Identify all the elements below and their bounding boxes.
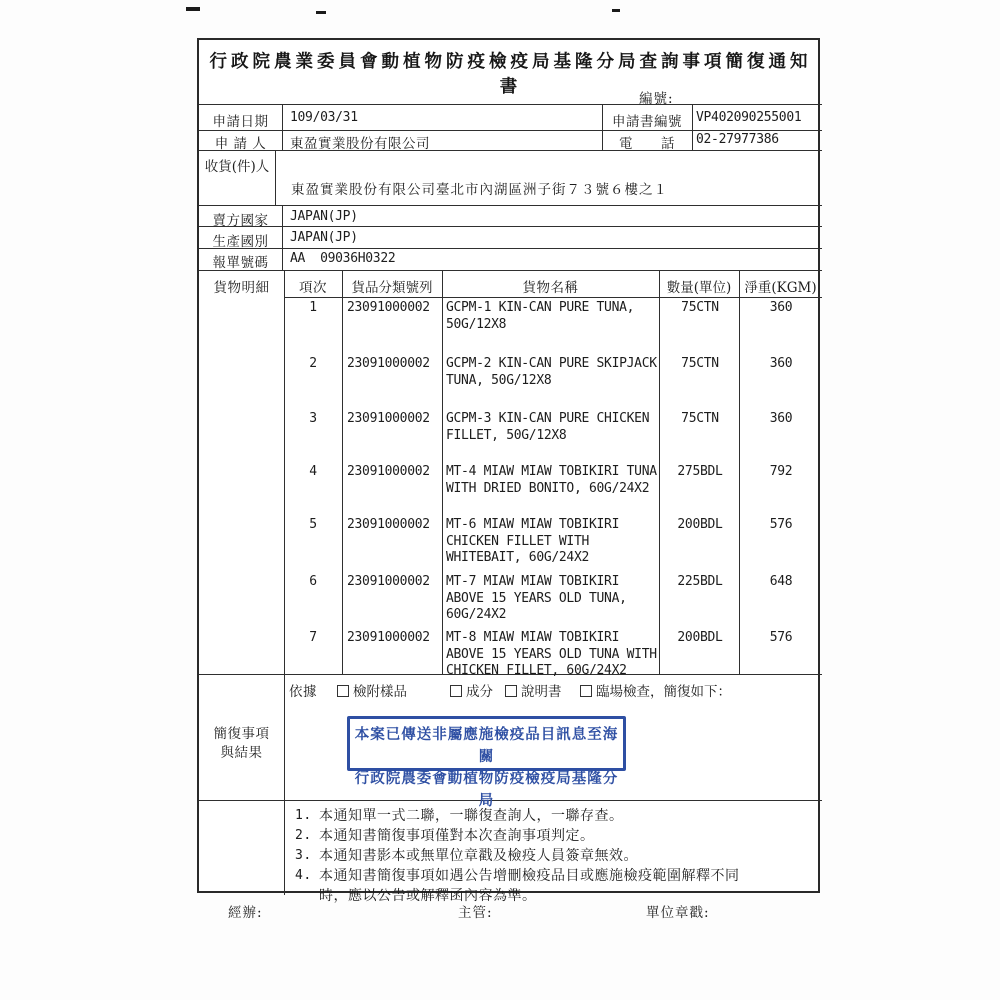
divider [199, 248, 822, 249]
note-text: 本通知書影本或無單位章戳及檢疫人員簽章無效。 [319, 848, 638, 864]
table-row [284, 517, 822, 574]
divider [199, 130, 822, 131]
supervisor-label: 主管: [458, 905, 493, 921]
item-no: 2 [309, 356, 317, 371]
divider [199, 104, 822, 105]
seller-country-value: JAPAN(JP) [290, 209, 358, 224]
stamp-text-line2: 行政院農委會動植物防疫檢疫局基隆分局 [354, 770, 619, 809]
item-weight: 576 [769, 630, 793, 645]
consignee-label: 收貨(件)人 [204, 159, 270, 175]
table-row [284, 574, 822, 630]
apply-date-value: 109/03/31 [290, 110, 358, 125]
item-weight: 792 [769, 464, 793, 479]
apply-date-label: 申請日期 [212, 114, 269, 130]
divider [282, 205, 283, 270]
divider [199, 270, 822, 271]
applicant-name: 東盈實業股份有限公司 [290, 136, 430, 152]
item-name: GCPM-3 KIN-CAN PURE CHICKEN FILLET, 50G/12X8 [446, 411, 650, 443]
note-number: 1. [295, 808, 312, 823]
item-name: GCPM-1 KIN-CAN PURE TUNA, 50G/12X8 [446, 300, 635, 332]
table-row [284, 356, 822, 411]
item-name: MT-4 MIAW MIAW TOBIKIRI TUNA WITH DRIED BONITO, 60G/24X2 [446, 464, 657, 496]
item-name: GCPM-2 KIN-CAN PURE SKIPJACK TUNA, 50G/12X8 [446, 356, 657, 388]
basis-label: 依據 [289, 684, 317, 700]
basis-option-ingredient [450, 680, 493, 700]
reply-label-line2: 與結果 [220, 745, 263, 761]
item-weight: 360 [769, 356, 793, 371]
item-weight: 648 [769, 574, 793, 589]
note-number: 4. [295, 868, 312, 883]
basis-option-onsite [580, 680, 731, 700]
note-number: 3. [295, 848, 312, 863]
item-code: 23091000002 [347, 300, 430, 315]
item-code: 23091000002 [347, 517, 430, 532]
option-label: 檢附樣品 [353, 684, 407, 700]
divider [275, 150, 276, 205]
reply-label-line1: 簡復事項 [213, 726, 270, 742]
option-label: 說明書 [521, 684, 562, 700]
note-text: 本通知書簡復事項如遇公告增刪檢疫品目或應施檢疫範圍解釋不同時，應以公告或解釋函內容為準。 [319, 868, 740, 904]
note-item [295, 826, 765, 846]
basis-option-sample [337, 680, 407, 700]
divider [282, 104, 283, 150]
divider [199, 226, 822, 227]
item-weight: 576 [769, 517, 793, 532]
scan-artifact [186, 7, 200, 11]
item-name: MT-7 MIAW MIAW TOBIKIRI ABOVE 15 YEARS OLD TUNA, 60G/24X2 [446, 574, 627, 622]
seller-country-label: 賣方國家 [212, 213, 269, 229]
item-qty: 75CTN [681, 356, 719, 371]
goods-col-item: 項次 [299, 280, 327, 296]
manual-checkbox [505, 685, 517, 697]
item-no: 7 [309, 630, 317, 645]
item-code: 23091000002 [347, 574, 430, 589]
item-code: 23091000002 [347, 411, 430, 426]
onsite-inspection-checkbox [580, 685, 592, 697]
declaration-no-label: 報單號碼 [212, 255, 269, 271]
table-row [284, 300, 822, 356]
option-label: 成分 [466, 684, 493, 700]
item-no: 6 [309, 574, 317, 589]
note-text: 本通知書簡復事項僅對本次查詢事項判定。 [319, 828, 595, 844]
note-text: 本通知單一式二聯，一聯復查詢人，一聯存查。 [319, 808, 624, 824]
item-no: 5 [309, 517, 317, 532]
table-row [284, 411, 822, 464]
scan-artifact [316, 11, 326, 14]
item-name: MT-6 MIAW MIAW TOBIKIRI CHICKEN FILLET WITH WHITEBAIT, 60G/24X2 [446, 517, 620, 565]
goods-col-qty: 數量(單位) [666, 280, 732, 296]
goods-col-weight: 淨重(KGM) [744, 280, 817, 296]
production-country-label: 生產國別 [212, 234, 269, 250]
item-qty: 200BDL [677, 517, 723, 532]
goods-col-code: 貨品分類號列 [351, 280, 433, 296]
divider [284, 297, 822, 298]
item-no: 4 [309, 464, 317, 479]
item-name: MT-8 MIAW MIAW TOBIKIRI ABOVE 15 YEARS OLD TUNA WITH CHICKEN FILLET, 60G/24X2 [446, 630, 657, 678]
document-title: 行政院農業委員會動植物防疫檢疫局基隆分局查詢事項簡復通知書 [209, 52, 812, 97]
scan-artifact [612, 9, 620, 12]
application-no-label: 申請書編號 [612, 114, 682, 130]
note-number: 2. [295, 828, 312, 843]
divider [199, 205, 822, 206]
basis-suffix: ，簡復如下： [650, 684, 731, 700]
item-code: 23091000002 [347, 464, 430, 479]
item-qty: 75CTN [681, 300, 719, 315]
item-qty: 200BDL [677, 630, 723, 645]
item-code: 23091000002 [347, 356, 430, 371]
applicant-label: 申 請 人 [214, 136, 267, 152]
declaration-no-value: AA 09036H0322 [290, 251, 396, 266]
ingredient-checkbox [450, 685, 462, 697]
divider [692, 104, 693, 150]
sample-checkbox [337, 685, 349, 697]
notes-list [295, 806, 800, 906]
application-no-value: VP402090255001 [696, 110, 802, 125]
serial-no-label: 編號: [639, 91, 674, 107]
option-label: 臨場檢查 [596, 684, 650, 700]
item-qty: 275BDL [677, 464, 723, 479]
consignee-value: 東盈實業股份有限公司臺北市內湖區洲子街７３號６樓之１ [291, 182, 668, 198]
table-row [284, 464, 822, 517]
note-item [295, 866, 765, 906]
goods-section-label: 貨物明細 [213, 280, 270, 296]
phone-value: 02-27977386 [696, 132, 779, 147]
reply-section-label [199, 725, 284, 763]
handler-label: 經辦: [228, 905, 263, 921]
item-no: 3 [309, 411, 317, 426]
item-weight: 360 [769, 411, 793, 426]
note-item [295, 846, 765, 866]
table-row [284, 630, 822, 678]
unit-seal-label: 單位章戳: [646, 905, 710, 921]
item-qty: 75CTN [681, 411, 719, 426]
stamp-text-line1: 本案已傳送非屬應施檢疫品目訊息至海關 [354, 726, 619, 765]
item-code: 23091000002 [347, 630, 430, 645]
quarantine-result-stamp [347, 716, 626, 809]
production-country-value: JAPAN(JP) [290, 230, 358, 245]
item-qty: 225BDL [677, 574, 723, 589]
phone-label: 電 話 [619, 136, 675, 152]
note-item [295, 806, 765, 826]
notice-form [197, 38, 820, 904]
goods-col-name: 貨物名稱 [522, 280, 579, 296]
item-weight: 360 [769, 300, 793, 315]
item-no: 1 [309, 300, 317, 315]
basis-option-manual [505, 680, 562, 700]
